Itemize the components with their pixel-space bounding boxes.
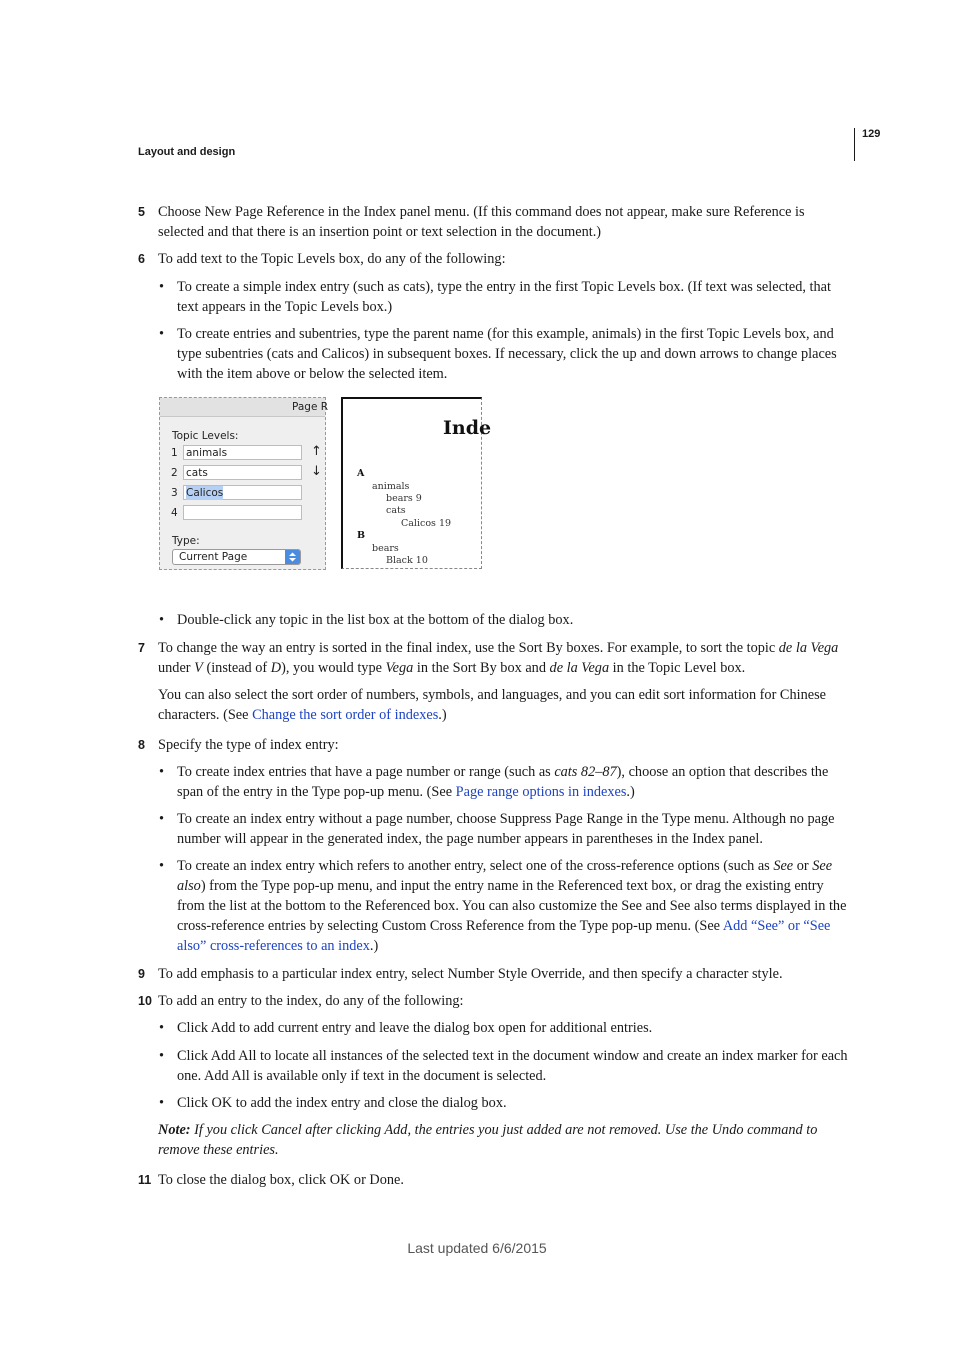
topic-level-number: 4 <box>171 507 178 519</box>
index-entry: bears 9 <box>386 493 422 504</box>
topic-level-field[interactable] <box>183 485 302 500</box>
bullet-mark: • <box>159 1048 165 1064</box>
bullet-text: Click OK to add the index entry and close the dialog box. <box>177 1095 507 1111</box>
topic-level-field[interactable] <box>183 445 302 460</box>
topic-level-value: animals <box>186 447 228 459</box>
index-entry: Black 10 <box>386 555 428 566</box>
topic-level-value: cats <box>186 467 208 479</box>
bullet-mark: • <box>159 1095 165 1111</box>
index-letter: A <box>357 468 365 479</box>
topic-level-number: 2 <box>171 467 178 479</box>
step-text: To add text to the Topic Levels box, do any of the following: <box>158 251 506 267</box>
topic-levels-label: Topic Levels: <box>172 430 239 442</box>
up-arrow-icon[interactable]: ↑ <box>311 444 322 459</box>
step-number: 8 <box>138 738 145 752</box>
step-number: 7 <box>138 641 145 655</box>
index-title: Inde <box>443 417 492 439</box>
topic-level-field[interactable] <box>183 465 302 480</box>
topic-level-number: 1 <box>171 447 178 459</box>
bullet-text: To create an index entry without a page number, choose Suppress Page Range in the Type menu. Although no page number will appear in the generated index, the page number appears in parentheses in the Index panel. <box>177 811 835 847</box>
note: Note: If you click Cancel after clicking Add, the entries you just added are not removed. Use the Undo command to remove these entries. <box>158 1122 818 1158</box>
section-title: Layout and design <box>138 146 236 158</box>
type-label: Type: <box>172 535 200 547</box>
down-arrow-icon[interactable]: ↓ <box>311 464 322 479</box>
bullet-mark: • <box>159 326 165 342</box>
bullet-text: To create an index entry which refers to another entry, select one of the cross-reference options (such as See or See also) from the Type pop-up menu, and input the entry name in the Referenced text box, or drag the existing entry from the list at the bottom to the Referenced box. You can also customize the See and See also terms displayed in the cross-reference entries by selecting Custom Cross Reference from the Type pop-up menu. (See Add “See” or “See also” cross-references to an index.) <box>177 858 847 954</box>
index-letter: B <box>357 530 366 541</box>
footer-last-updated: Last updated 6/6/2015 <box>407 1240 547 1256</box>
topic-level-field[interactable] <box>183 505 302 520</box>
bullet-mark: • <box>159 811 165 827</box>
type-select-value: Current Page <box>179 551 248 563</box>
step-text: To add emphasis to a particular index entry, select Number Style Override, and then specify a character style. <box>158 966 783 982</box>
panel-titlebar <box>160 398 329 417</box>
topic-level-value: Calicos <box>186 487 224 499</box>
step-number: 11 <box>138 1173 152 1187</box>
step-number: 5 <box>138 205 145 219</box>
index-preview <box>341 397 492 569</box>
step-text: Choose New Page Reference in the Index panel menu. (If this command does not appear, make sure Reference is selected and that there is an insertion point or text selection in the document.) <box>158 204 805 240</box>
step-text: Specify the type of index entry: <box>158 737 339 753</box>
bullet-text: To create entries and subentries, type the parent name (for this example, animals) in the first Topic Levels box, and type subentries (cats and Calicos) in subsequent boxes. If necessary, click the up and down arrows to change places with the item above or below the selected item. <box>177 326 837 382</box>
page-range-link[interactable]: Page range options in indexes <box>455 784 627 800</box>
paragraph: You can also select the sort order of numbers, symbols, and languages, and you can edit sort information for Chinese characters. (See Change the sort order of indexes.) <box>158 687 826 723</box>
sort-order-link[interactable]: Change the sort order of indexes <box>252 707 439 723</box>
step-text: To add an entry to the index, do any of the following: <box>158 993 464 1009</box>
bullet-mark: • <box>159 764 165 780</box>
header-rule <box>854 128 855 161</box>
step-text: To change the way an entry is sorted in the final index, use the Sort By boxes. For example, to sort the topic de la Vega under V (instead of D), you would type Vega in the Sort By box and de la Vega in the Topic Level box. <box>158 640 839 676</box>
bullet-mark: • <box>159 1020 165 1036</box>
bullet-text: Double-click any topic in the list box at the bottom of the dialog box. <box>177 612 574 628</box>
bullet-mark: • <box>159 279 165 295</box>
step-text: To close the dialog box, click OK or Done. <box>158 1172 404 1188</box>
topic-level-number: 3 <box>171 487 178 499</box>
step-number: 10 <box>138 994 152 1008</box>
step-number: 9 <box>138 967 145 981</box>
index-entry: Calicos 19 <box>401 518 452 529</box>
bullet-text: Click Add All to locate all instances of the selected text in the document window and create an index marker for each one. Add All is available only if text in the document is selected. <box>177 1048 848 1084</box>
cross-reference-link[interactable]: Add “See” or “See also” cross-references to an index <box>177 918 831 954</box>
index-entry: animals <box>372 481 410 492</box>
bullet-text: Click Add to add current entry and leave the dialog box open for additional entries. <box>177 1020 653 1036</box>
bullet-text: To create a simple index entry (such as cats), type the entry in the first Topic Levels box. (If text was selected, that text appears in the Topic Levels box.) <box>177 279 831 315</box>
page-number: 129 <box>862 128 881 140</box>
index-panel-screenshot <box>159 397 329 570</box>
panel-title: Page R <box>292 401 329 413</box>
bullet-mark: • <box>159 612 165 628</box>
step-number: 6 <box>138 252 145 266</box>
index-entry: cats <box>386 505 406 516</box>
index-entry: bears <box>372 543 399 554</box>
select-stepper-icon <box>285 550 300 564</box>
bullet-text: To create index entries that have a page number or range (such as cats 82–87), choose an option that describes the span of the entry in the Type pop-up menu. (See Page range options in indexes.) <box>177 764 829 800</box>
type-select[interactable] <box>172 549 301 565</box>
bullet-mark: • <box>159 858 165 874</box>
